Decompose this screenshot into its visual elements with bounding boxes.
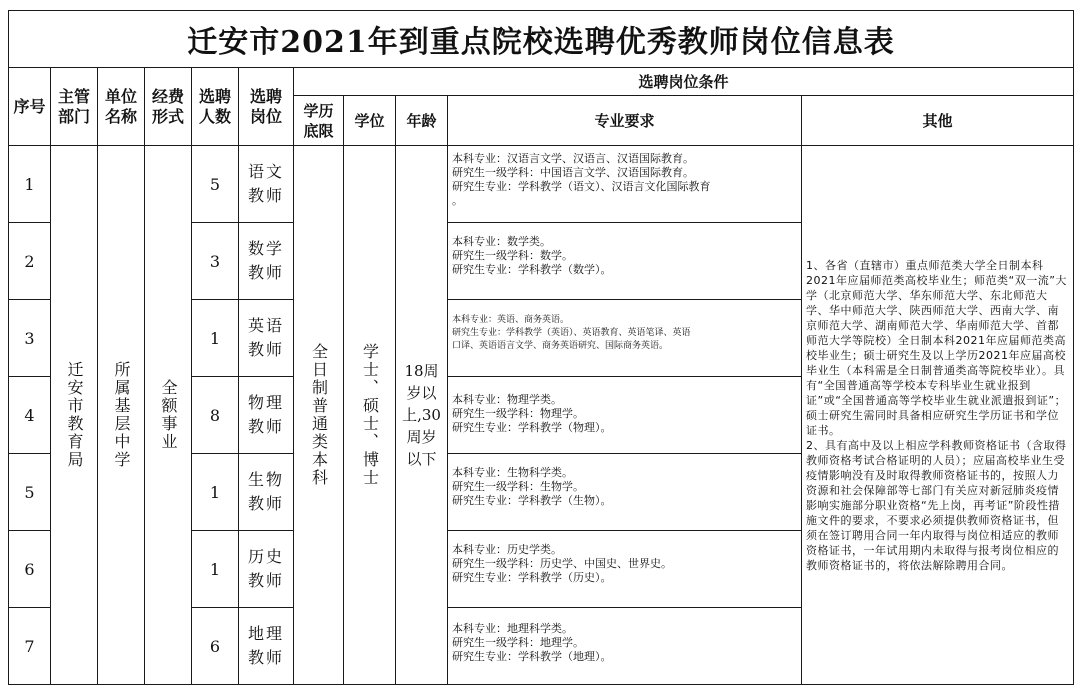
major-line: 研究生专业：学科教学（地理）。 xyxy=(452,650,612,663)
table-row xyxy=(9,146,1074,223)
major-line: 研究生一级学科：数学。 xyxy=(452,249,573,262)
education-cell xyxy=(294,146,344,685)
major-line: 本科专业：地理科学类。 xyxy=(452,622,573,635)
row-post: 英语教师 xyxy=(239,300,294,377)
unit-cell xyxy=(98,146,145,685)
header-post: 选聘岗位 xyxy=(239,68,294,146)
degree-cell xyxy=(344,146,396,685)
header-dept: 主管部门 xyxy=(51,68,98,146)
row-post: 生物教师 xyxy=(239,454,294,531)
major-line: 研究生专业：学科教学（语文）、汉语言文化国际教育 xyxy=(452,180,711,193)
funding-cell xyxy=(145,146,192,685)
row-post: 物理教师 xyxy=(239,377,294,454)
table-title: 迁安市2021年到重点院校选聘优秀教师岗位信息表 xyxy=(9,11,1074,68)
other-paragraph-1: 1、各省（直辖市）重点师范类大学全日制本科2021年应届师范类高校毕业生；师范类“双一流”大学（北京师范大学、华东师范大学、东北师范大学、华中师范大学、陕西师范大学、西南大学、南京师范大学、湖南师范大学、华南师范大学、首都师范大学等院校）全日制本科2021年应届师范类高校毕业生；硕士研究生及以上学历2021年应届高校毕业生（本科需是全日制普通类高等院校毕业）。具有“全国普通高等学校本专科毕业生就业报到证”或“全国普通高等学校毕业生就业派遣报到证”；硕士研究生需同时具备相应研究生学历证书和学位证书。 xyxy=(806,258,1067,437)
row-seq: 1 xyxy=(9,146,51,223)
major-line: 研究生一级学科：地理学。 xyxy=(452,636,584,649)
major-line: 本科专业：数学类。 xyxy=(452,235,551,248)
major-line: 研究生专业：学科教学（生物）。 xyxy=(452,494,612,507)
row-count: 1 xyxy=(192,300,239,377)
row-post: 语文教师 xyxy=(239,146,294,223)
dept-cell xyxy=(51,146,98,685)
header-degree: 学位 xyxy=(344,96,396,146)
row-count: 1 xyxy=(192,454,239,531)
header-unit: 单位名称 xyxy=(98,68,145,146)
dept-text: 迁安市教育局 xyxy=(65,361,84,469)
major-line: 研究生一级学科：历史学、中国史、世界史。 xyxy=(452,557,672,570)
row-major xyxy=(448,146,802,223)
row-count: 8 xyxy=(192,377,239,454)
major-line: 本科专业：英语、商务英语。 xyxy=(452,315,570,325)
header-major: 专业要求 xyxy=(448,96,802,146)
position-table xyxy=(8,10,1074,685)
row-count: 3 xyxy=(192,223,239,300)
row-post: 历史教师 xyxy=(239,531,294,608)
age-cell: 18周岁以上,30周岁以下 xyxy=(396,146,448,685)
row-post: 地理教师 xyxy=(239,608,294,685)
major-line: 本科专业：生物科学类。 xyxy=(452,466,573,479)
education-text: 全日制普通类本科 xyxy=(309,343,329,487)
major-line: 口译、英语语言文学、商务英语研究、国际商务英语。 xyxy=(452,341,669,351)
row-count: 1 xyxy=(192,531,239,608)
row-seq: 7 xyxy=(9,608,51,685)
funding-text: 全额事业 xyxy=(159,379,178,451)
major-line: 。 xyxy=(452,194,463,207)
header-other: 其他 xyxy=(802,96,1074,146)
row-count: 5 xyxy=(192,146,239,223)
row-major xyxy=(448,531,802,608)
header-conditions: 选聘岗位条件 xyxy=(294,68,1074,96)
other-paragraph-2: 2、具有高中及以上相应学科教师资格证书（含取得教师资格考试合格证明的人员）；应届高校毕业生受疫情影响没有及时取得教师资格证书的，按照人力资源和社会保障部等七部门有关应对新冠肺炎疫情影响实施部分职业资格“先上岗，再考证”阶段性措施文件的要求，不要求必须提供教师资格证书，但须在签订聘用合同一年内取得与岗位相适应的教师资格证书，一年试用期内未取得与报考岗位相应的教师资格证书的，将依法解除聘用合同。 xyxy=(806,438,1067,572)
header-seq: 序号 xyxy=(9,68,51,146)
row-major xyxy=(448,608,802,685)
major-line: 研究生专业：学科教学（英语）、英语教育、英语笔译、英语 xyxy=(452,328,691,338)
major-line: 研究生专业：学科教学（数学）。 xyxy=(452,263,612,276)
row-major xyxy=(448,300,802,377)
row-seq: 6 xyxy=(9,531,51,608)
major-line: 研究生一级学科：中国语言文学、汉语国际教育。 xyxy=(452,166,694,179)
major-line: 本科专业：汉语言文学、汉语言、汉语国际教育。 xyxy=(452,152,694,165)
major-line: 本科专业：物理学类。 xyxy=(452,393,562,406)
row-seq: 3 xyxy=(9,300,51,377)
row-seq: 5 xyxy=(9,454,51,531)
header-count: 选聘人数 xyxy=(192,68,239,146)
major-line: 研究生专业：学科教学（物理）。 xyxy=(452,421,612,434)
header-age: 年龄 xyxy=(396,96,448,146)
row-count: 6 xyxy=(192,608,239,685)
row-seq: 4 xyxy=(9,377,51,454)
header-education: 学历底限 xyxy=(294,96,344,146)
major-line: 研究生专业：学科教学（历史）。 xyxy=(452,571,612,584)
major-line: 研究生一级学科：生物学。 xyxy=(452,480,584,493)
degree-text: 学士、硕士、博士 xyxy=(360,343,380,487)
row-major xyxy=(448,377,802,454)
major-line: 研究生一级学科：物理学。 xyxy=(452,407,584,420)
row-major xyxy=(448,223,802,300)
row-major xyxy=(448,454,802,531)
unit-text: 所属基层中学 xyxy=(112,361,131,469)
row-seq: 2 xyxy=(9,223,51,300)
other-requirements xyxy=(802,146,1074,685)
row-post: 数学教师 xyxy=(239,223,294,300)
major-line: 本科专业：历史学类。 xyxy=(452,543,562,556)
header-funding: 经费形式 xyxy=(145,68,192,146)
